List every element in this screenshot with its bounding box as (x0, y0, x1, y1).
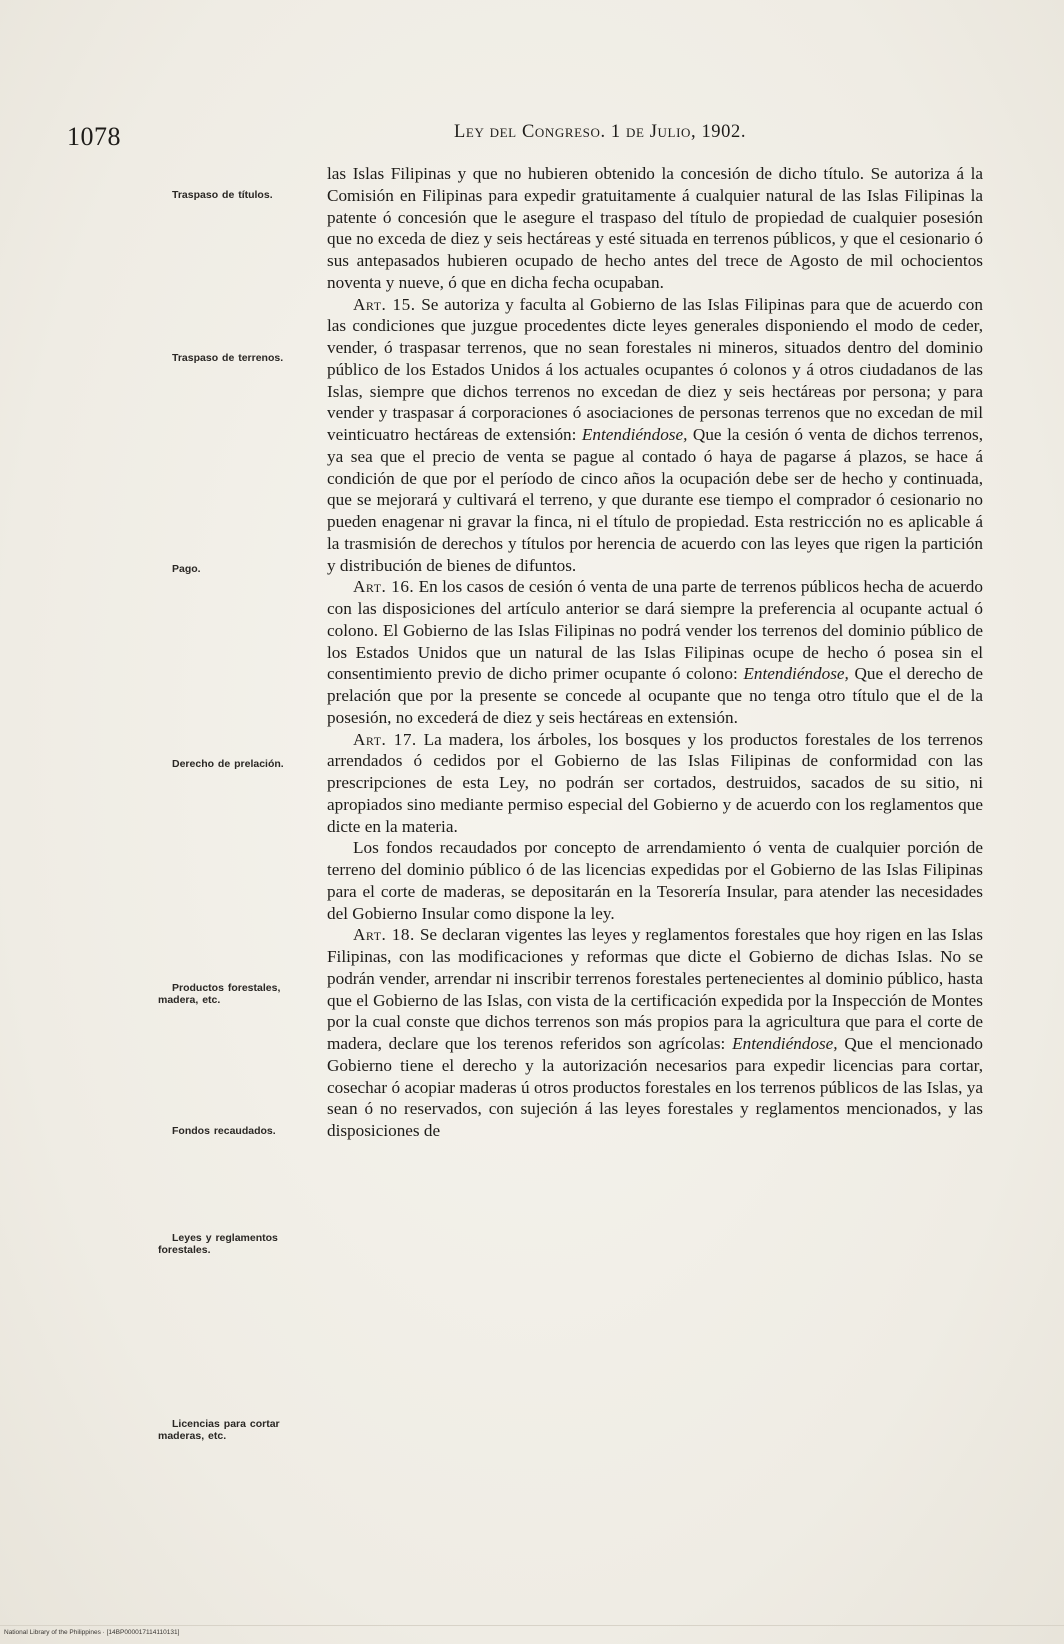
footer-source: National Library of the Philippines · [14BP000017114110131] (4, 1629, 180, 1636)
article-17 (327, 729, 983, 838)
margin-note-traspaso-terrenos: Traspaso de terrenos. (172, 352, 284, 364)
article-16 (327, 576, 983, 728)
margin-note-fondos-recaudados: Fondos recaudados. (172, 1125, 276, 1137)
article-15-proviso: Entendiéndose, (581, 425, 688, 444)
article-16-proviso: Entendiéndose, (743, 664, 849, 684)
margin-note-derecho-prelacion: Derecho de prelación. (172, 758, 284, 770)
article-18 (327, 924, 983, 1142)
article-15-text-b: Que la cesión ó venta de dichos terrenos, ya sea que el precio de venta se pague al contado ó haya de pagarse á plazos, se hace á condición de que por el período de cinco años la ocupación debe ser de hecho y continuada, que se mejorará y cultivará el terreno, y que durante ese tiempo el comprador ó cesionario no pueden enagenar ni gravar la finca, ni el título de propiedad. Esta restricción no es aplicable á la trasmisión de derechos y títulos por herencia de acuerdo con las leyes que rigen la partición y distribución de bienes de difuntos. (327, 425, 983, 575)
margin-note-productos-forestales: Productos forestales, madera, etc. (158, 982, 281, 1006)
article-18-text-a: Se declaran vigentes las leyes y reglamentos forestales que hoy rigen en las Islas Filipinas, con las modificaciones y reformas que dicte el Gobierno de dichas Islas. No se podrán vender, arrendar ni inscribir terrenos forestales pertenecientes al dominio público, hasta que el Gobierno de las Islas, con vista de la certificación expedida por la Inspección de Montes por la cual conste que dichos terrenos son más propios para la agricultura que para el corte de madera, declare que los terenos referidos son agrícolas: (327, 925, 983, 1053)
article-15 (327, 294, 983, 577)
body-text (327, 163, 983, 1142)
margin-note-pago: Pago. (172, 563, 201, 575)
article-16-text-b: Que el derecho de prelación que por la presente se concede al ocupante que no tenga otro título que el de la posesión, no excederá de diez y seis hectáreas en extensión. (327, 664, 984, 727)
running-head: Ley del Congreso. 1 de Julio, 1902. (454, 122, 747, 142)
margin-notes (0, 0, 320, 1644)
article-15-label: Art. 15. (353, 294, 416, 314)
article-18-proviso: Entendiéndose, (732, 1034, 838, 1053)
article-17-label: Art. 17. (353, 729, 417, 749)
margin-note-leyes-reglamentos: Leyes y reglamentos forestales. (158, 1232, 278, 1256)
article-15-text-a: Se autoriza y faculta al Gobierno de las Islas Filipinas para que de acuerdo con las condiciones que juzgue procedentes dicte leyes generales disponiendo el modo de ceder, vender, ó traspasar terrenos, que no sean forestales ni mineros, situados dentro del dominio público de los Estados Unidos á los actuales ocupantes ó colonos y á otros ciudadanos de las Islas, siempre que dichos terrenos no excedan de diez y seis hectáreas por persona; y para vender y traspasar á corporaciones ó asociaciones de personas terrenos que no excedan de mil veinticuatro hectáreas de extensión: (327, 294, 983, 444)
article-16-text-a: En los casos de cesión ó venta de una parte de terrenos públicos hecha de acuerdo con las disposiciones del artículo anterior se dará siempre la preferencia al ocupante actual ó colono. El Gobierno de las Islas Filipinas no podrá vender los terrenos del dominio público de los Estados Unidos que un natural de las Islas Filipinas ocupe de hecho ó posea sin el consentimiento previo de dicho primer ocupante ó colono: (327, 577, 983, 684)
margin-note-licencias: Licencias para cortar maderas, etc. (158, 1418, 280, 1442)
paragraph-continuation: las Islas Filipinas y que no hubieren obtenido la concesión de dicho título. Se autoriza á la Comisión en Filipinas para expedir gratuitamente á cualquier natural de las Islas Filipinas la patente ó concesión que le asegure el traspaso del título de propiedad de cualquier posesión que no exceda de diez y seis hectáreas y esté situada en terrenos públicos, y que el cesionario ó sus antepasados hubieren ocupado de hecho antes del trece de Agosto de mil ochocientos noventa y nueve, ó que en dicha fecha ocupaban. (327, 164, 983, 292)
article-18-text-b: Que el mencionado Gobierno tiene el derecho y la autorización necesarios para expedir licencias para cortar, cosechar ó acopiar maderas ú otros productos forestales en los terrenos públicos de las Islas, ya sean ó no reservados, con sujeción á las leyes forestales y reglamentos mencionados, y las disposiciones de (327, 1034, 984, 1140)
page-number: 1078 (67, 122, 121, 151)
paragraph-fondos: Los fondos recaudados por concepto de arrendamiento ó venta de cualquier porción de terreno del dominio público ó de las licencias expedidas por el Gobierno de las Islas Filipinas para el corte de maderas, se depositarán en la Tesorería Insular, para atender las necesidades del Gobierno Insular como dispone la ley. (327, 838, 983, 923)
margin-note-traspaso-titulos: Traspaso de títulos. (172, 189, 273, 201)
article-18-label: Art. 18. (353, 925, 415, 945)
article-17-text: La madera, los árboles, los bosques y los productos forestales de los terrenos arrendados ó cedidos por el Gobierno de las Islas Filipinas de conformidad con las prescripciones de esta Ley, no podrán ser cortados, destruidos, sacados de su sitio, ni apropiados sino mediante permiso especial del Gobierno y de acuerdo con los reglamentos que dicte en la materia. (327, 729, 984, 836)
footer-divider (0, 1625, 1064, 1626)
article-16-label: Art. 16. (353, 577, 415, 597)
